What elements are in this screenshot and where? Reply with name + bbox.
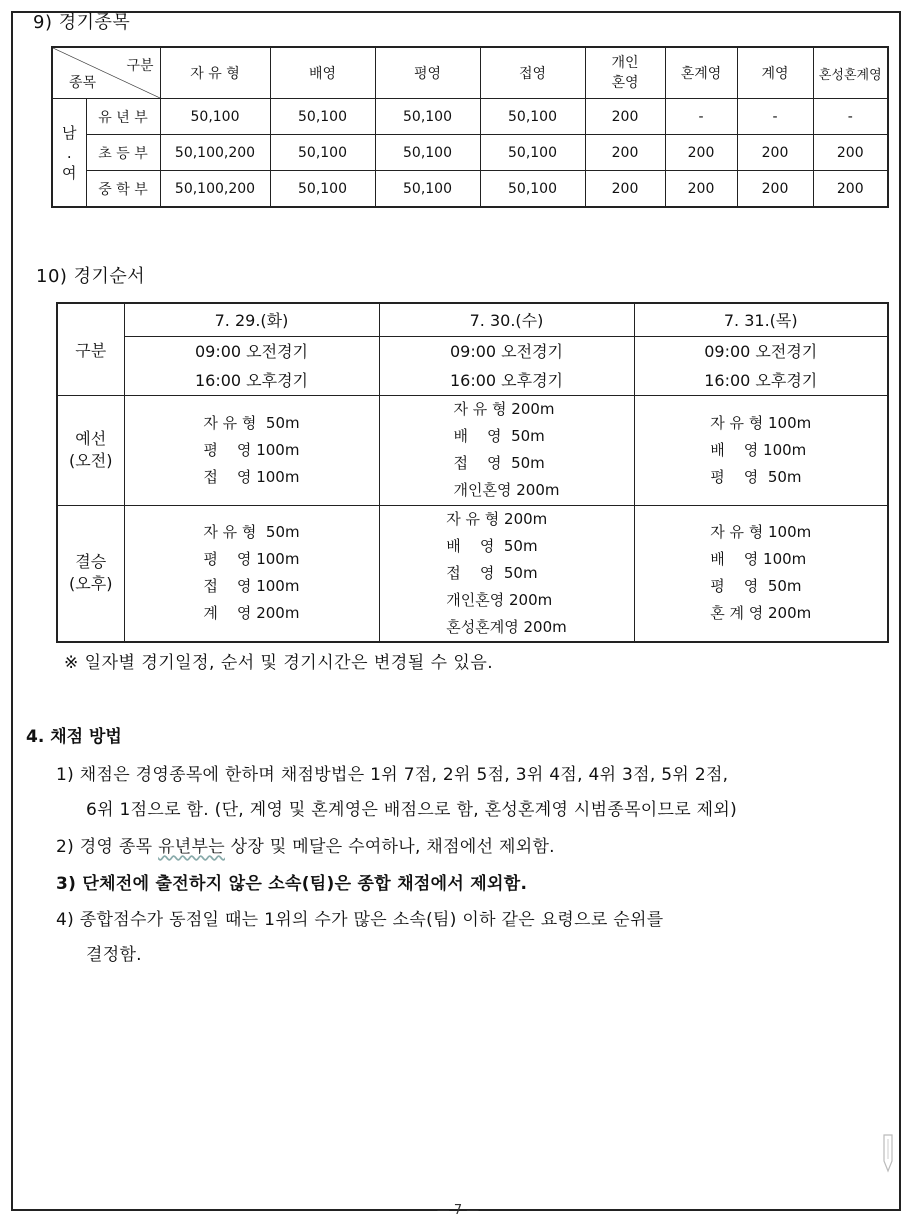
event-entry: 접 영 50m	[453, 454, 545, 472]
header-event-label: 종목	[69, 75, 97, 91]
day-date: 7. 29.(화)	[124, 303, 379, 336]
col-header: 개인 혼영	[585, 47, 665, 99]
table-cell: 50,100	[375, 135, 480, 171]
event-entry: 혼성혼계영 200m	[446, 617, 567, 636]
event-entry: 평 영 50m	[710, 577, 802, 596]
final-events-day2	[379, 505, 634, 642]
scoring-item-3	[56, 869, 527, 894]
final-events-day1	[124, 505, 379, 642]
col-header: 혼계영	[665, 47, 737, 99]
table-cell: 200	[665, 135, 737, 171]
event-entry: 자 유 형 200m	[453, 400, 555, 418]
header-diagonal-cell	[52, 47, 160, 99]
table-cell: -	[665, 99, 737, 135]
table-cell: 200	[737, 171, 813, 208]
prelim-events-day1	[124, 395, 379, 505]
prelim-events-day2	[379, 395, 634, 505]
table-cell: 200	[585, 135, 665, 171]
scoring-item-1-cont: 6위 1점으로 함. (단, 계영 및 혼계영은 배점으로 함, 혼성혼계영 시범종목이므로 제외)	[86, 800, 738, 820]
am-time: 09:00 오전경기	[704, 341, 818, 361]
table-cell: 50,100,200	[160, 135, 270, 171]
col-header: 혼성혼계영	[813, 47, 888, 99]
event-entry: 평 영 100m	[203, 440, 300, 459]
category-label: 구분	[57, 303, 124, 395]
am-time: 09:00 오전경기	[194, 341, 309, 361]
table-cell: 200	[585, 171, 665, 208]
event-entry: 접 영 100m	[203, 467, 300, 486]
event-entry: 자 유 형 50m	[203, 523, 300, 542]
table-cell: 200	[813, 171, 888, 208]
item-text-underlined: 유년부는	[158, 837, 225, 857]
event-entry: 자 유 형 200m	[446, 509, 548, 528]
event-entry: 평 영 100m	[203, 550, 300, 569]
final-events-day3	[634, 505, 888, 642]
item-number: 3)	[56, 874, 77, 894]
event-entry: 배 영 50m	[453, 427, 545, 445]
table-cell: 50,100	[480, 171, 585, 208]
schedule-note: ※ 일자별 경기일정, 순서 및 경기시간은 변경될 수 있음.	[64, 653, 494, 673]
table-cell: -	[737, 99, 813, 135]
table-cell: 200	[813, 135, 888, 171]
table-cell: 50,100	[375, 99, 480, 135]
col-header: 배영	[270, 47, 375, 99]
table-cell: -	[813, 99, 888, 135]
day-date: 7. 30.(수)	[379, 303, 634, 336]
event-entry: 자 유 형 100m	[710, 413, 812, 432]
item-number: 1)	[56, 765, 75, 785]
scoring-item-4-cont: 결정함.	[86, 945, 142, 965]
event-entry: 배 영 50m	[446, 536, 538, 555]
event-entry: 자 유 형 50m	[203, 413, 300, 432]
scroll-handle-icon	[880, 1133, 896, 1173]
day-date: 7. 31.(목)	[634, 303, 888, 336]
table-cell: 50,100	[270, 135, 375, 171]
col-header: 자 유 형	[160, 47, 270, 99]
pm-time: 16:00 오후경기	[194, 370, 309, 390]
event-entry: 개인혼영 200m	[453, 481, 560, 499]
table-cell: 50,100	[270, 171, 375, 208]
col-header: 접영	[480, 47, 585, 99]
item-text: 종합점수가 동점일 때는 1위의 수가 많은 소속(팀) 이하 같은 요령으로 순위를	[79, 910, 664, 930]
division-label: 중 학 부	[86, 171, 160, 208]
scoring-item-1	[56, 760, 728, 785]
prelim-label: 예선 (오전)	[57, 395, 124, 505]
pm-time: 16:00 오후경기	[704, 370, 818, 390]
events-table	[51, 46, 889, 208]
day-times	[124, 336, 379, 395]
scoring-item-4	[56, 905, 663, 930]
table-cell: 50,100,200	[160, 171, 270, 208]
am-time: 09:00 오전경기	[449, 341, 564, 361]
schedule-table	[56, 302, 889, 643]
table-cell: 50,100	[270, 99, 375, 135]
event-entry: 개인혼영 200m	[446, 590, 553, 609]
table-cell: 50,100	[160, 99, 270, 135]
gender-cell: 남 . 여	[52, 99, 86, 208]
event-entry: 계 영 200m	[203, 604, 300, 623]
header-category-label: 구분	[126, 58, 154, 74]
pm-time: 16:00 오후경기	[449, 370, 564, 390]
final-label: 결승 (오후)	[57, 505, 124, 642]
table-cell: 50,100	[480, 99, 585, 135]
event-entry: 접 영 100m	[203, 577, 300, 596]
section-9-title: 9) 경기종목	[33, 12, 131, 33]
item-text-b: 상장 및 메달은 수여하나, 채점에선 제외함.	[224, 837, 555, 857]
item-number: 4)	[56, 910, 75, 930]
event-entry: 배 영 100m	[710, 550, 807, 569]
event-entry: 접 영 50m	[446, 563, 538, 582]
table-cell: 200	[737, 135, 813, 171]
item-number: 2)	[56, 837, 75, 857]
event-entry: 자 유 형 100m	[710, 523, 812, 542]
event-entry: 배 영 100m	[710, 440, 807, 459]
table-cell: 200	[665, 171, 737, 208]
prelim-events-day3	[634, 395, 888, 505]
division-label: 초 등 부	[86, 135, 160, 171]
table-cell: 50,100	[480, 135, 585, 171]
page-number: — 7 —	[436, 1203, 480, 1218]
event-entry: 평 영 50m	[710, 467, 802, 486]
table-cell: 200	[585, 99, 665, 135]
col-header: 계영	[737, 47, 813, 99]
item-text: 채점은 경영종목에 한하며 채점방법은 1위 7점, 2위 5점, 3위 4점, 4위 3점, 5위 2점,	[79, 765, 729, 785]
section-10-title: 10) 경기순서	[36, 266, 146, 287]
table-cell: 50,100	[375, 171, 480, 208]
event-entry: 혼 계 영 200m	[710, 604, 812, 623]
section-4-title: 4. 채점 방법	[26, 727, 122, 747]
division-label: 유 년 부	[86, 99, 160, 135]
item-text: 단체전에 출전하지 않은 소속(팀)은 종합 채점에서 제외함.	[82, 874, 528, 894]
day-times	[634, 336, 888, 395]
day-times	[379, 336, 634, 395]
item-text-a: 경영 종목	[79, 837, 159, 857]
col-header: 평영	[375, 47, 480, 99]
scoring-item-2	[56, 832, 555, 857]
